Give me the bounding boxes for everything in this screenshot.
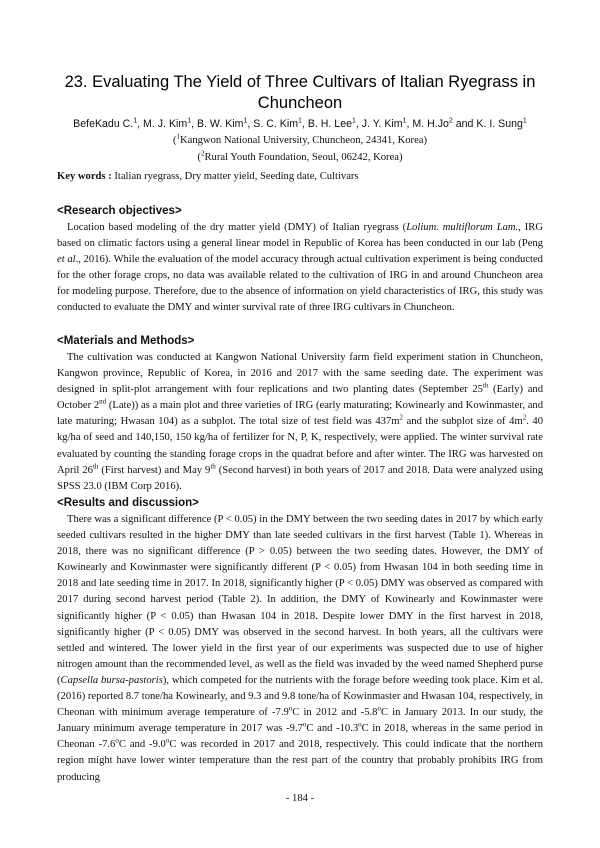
paragraph-text: C in 2018, whereas in the same period in Cheonan -7.6 (57, 723, 544, 751)
keywords (57, 170, 547, 184)
author-affiliation-mark: 1 (298, 117, 302, 125)
paragraph-text: ), which competed for the nutrients with the forage before weeding took place. Kim et al. (2016) reported 8.7 tone/ha Kowinearly, and 9.3 and 9.8 tone/ha of Kowinmaster and Hwasan 104, respectively, in Cheonan with minimum average temperature of -7.9 (57, 674, 543, 719)
section-heading-methods: <Materials and Methods> (57, 335, 195, 347)
author-list: BefeKadu C.$^1$, M. J. Kim$^1$, B. W. Kim$^1$, S. C. Kim$^1$, B. H. Lee$^1$, J. Y. Kim$^1$, M. H.Jo$^2$ and K. I. Sung$^1$ (73, 117, 527, 130)
italic-text: Capsella bursa-pastoris (60, 674, 163, 686)
paragraph-text: Location based modeling of the dry matter yield (DMY) of Italian ryegrass ( (67, 222, 407, 233)
paragraph-text: C in 2012 and -5.8 (292, 707, 378, 719)
author-name: B. H. Lee (307, 118, 352, 130)
paragraph-text: (Second harvest) in both years of 2017 and 2018. Data were analyzed using SPSS 23.0 (IBM Corp 2016). (57, 464, 543, 492)
author-affiliation-mark: 1 (351, 117, 356, 125)
paragraph-text: There was a significant difference (P < 0.05) in the DMY between the two seeding dates in 2017 by which early seeded cultivars resulted in the higher DMY than late seeded cultivars in the first harvest (Table 1). Whereas in 2018, there was no significant difference (P > 0.05) between the two seeding dates. However, the DMY of Kowinearly and Kowinmaster were significantly different (P < 0.05) from Hwasan 104 in both seeding time in 2018 and late seeding time in 2017. In 2018, significantly higher (P < 0.05) DMY was observed as compared with 2017 during second harvest period (Table 2). In addition, the DMY of Kowinearly and Kowinmaster were significantly higher (P < 0.05) than Hwasan 104 in 2018. Despite lower DMY in the first harvest in 2018, significantly higher (P < 0.05) DMY was observed in the second harvest. In both years, all the cultivars were settled and wintered. The lower yield in the first year of our experiments was suspected due to use of higher nitrogen amount than the recommended level, as well as the field was invaded by the weed named Shepherd purse ( (57, 514, 543, 686)
author-affiliation-mark: 1 (133, 117, 138, 125)
superscript: th (482, 381, 489, 390)
superscript: o (165, 736, 170, 745)
author-name: J. Y. Kim (361, 118, 403, 130)
superscript: o (358, 720, 362, 729)
author-name: BefeKadu C. (73, 118, 134, 130)
superscript: th (210, 462, 216, 471)
section-heading-results: <Results and discussion> (57, 497, 199, 509)
paragraph-results (57, 512, 543, 786)
paragraph-text: (Early) and October 2 (57, 384, 544, 412)
author-name: S. C. Kim (253, 118, 299, 130)
paragraph-text: and the subplot size of 4m (403, 416, 523, 428)
superscript: th (92, 462, 99, 471)
author-affiliation-mark: 1 (187, 117, 192, 125)
author-name: K. I. Sung (476, 118, 523, 130)
superscript: o (115, 736, 119, 745)
superscript: o (377, 704, 381, 713)
author-name: B. W. Kim (196, 118, 244, 130)
superscript: o (288, 704, 293, 713)
superscript: o (302, 720, 307, 729)
superscript: nd (99, 397, 107, 406)
paper-title: 23. Evaluating The Yield of Three Cultivars of Italian Ryegrass in Chuncheon (64, 73, 536, 112)
author-affiliation-mark: 1 (243, 117, 248, 125)
superscript: 2 (399, 413, 403, 422)
author-name: M. H.Jo (412, 118, 449, 130)
superscript: 2 (522, 413, 527, 422)
paragraph-text: (Late)) as a main plot and three varieties of IRG (early maturating; Kowinearly and Kowinmaster, and late maturing; Hwasan 104) as a subplot. The total size of test field was 437m (57, 400, 543, 428)
affiliation-1: ($^1$Kangwon National University, Chuncheon, 24341, Korea) (172, 132, 428, 146)
paragraph-text: The cultivation was conducted at Kangwon National University farm field experiment station in Chuncheon, Kangwon province, Republic of Korea, in 2016 and 2017 with the same seeding date. The experiment was designed in split-plot arrangement with four replications and two planting dates (September 25 (57, 352, 543, 396)
section-heading-objectives: <Research objectives> (57, 205, 182, 217)
paragraph-text: C and -10.3 (306, 723, 359, 735)
paragraph-text: C in January 2013. In our study, the January minimum average temperature in 2017 was -9.7 (57, 707, 543, 735)
author-affiliation-mark: 1 (522, 117, 527, 125)
author-affiliation-mark: 1 (402, 117, 407, 125)
paragraph-text: (First harvest) and May 9 (98, 464, 211, 476)
paragraph-text: C was recorded in 2017 and 2018, respectively. This could indicate that the northern region might have lower winter temperature than the rest part of the country that probably prohibits IRG from producing (57, 739, 544, 783)
italic-text: Lolium. multiflorum Lam. (406, 222, 519, 233)
author-name: M. J. Kim (143, 118, 188, 130)
paragraph-text: ., 2016). While the evaluation of the model accuracy through actual cultivation experiment is being conducted for the other forage crops, no data was available related to the cultivation of IRG in and around Chuncheon area for modeling purpose. Therefore, due to the absence of information on yield characteristics of IRG, this study was conducted to evaluate the DMY and winter survival rate of three IRG cultivars in Chuncheon. (57, 254, 543, 314)
italic-text: et al (57, 254, 76, 266)
paragraph-objectives (57, 220, 543, 317)
author-affiliation-mark: 2 (448, 117, 453, 125)
keywords-label: Key words : (57, 171, 112, 182)
page-number: - 184 - (285, 793, 315, 804)
paragraph-text: , IRG based on climatic factors using a general linear model in Republic of Korea has been conducted in our lab (Peng (57, 222, 543, 250)
paragraph-text: . 40 kg/ha of seed and 140,150, 150 kg/ha of fertilizer for N, P, K, respectively, were applied. The winter survival rate evaluated by counting the standing forage crops in the quadrat before and after winter. The IRG was harvested on April 26 (57, 416, 543, 476)
paragraph-text: C and -9.0 (118, 739, 166, 751)
affiliation-2: ($^2$Rural Youth Foundation, Seoul, 06242, Korea) (197, 149, 403, 163)
keywords-text: Italian ryegrass, Dry matter yield, Seeding date, Cultivars (111, 171, 359, 182)
paragraph-methods (57, 350, 543, 495)
